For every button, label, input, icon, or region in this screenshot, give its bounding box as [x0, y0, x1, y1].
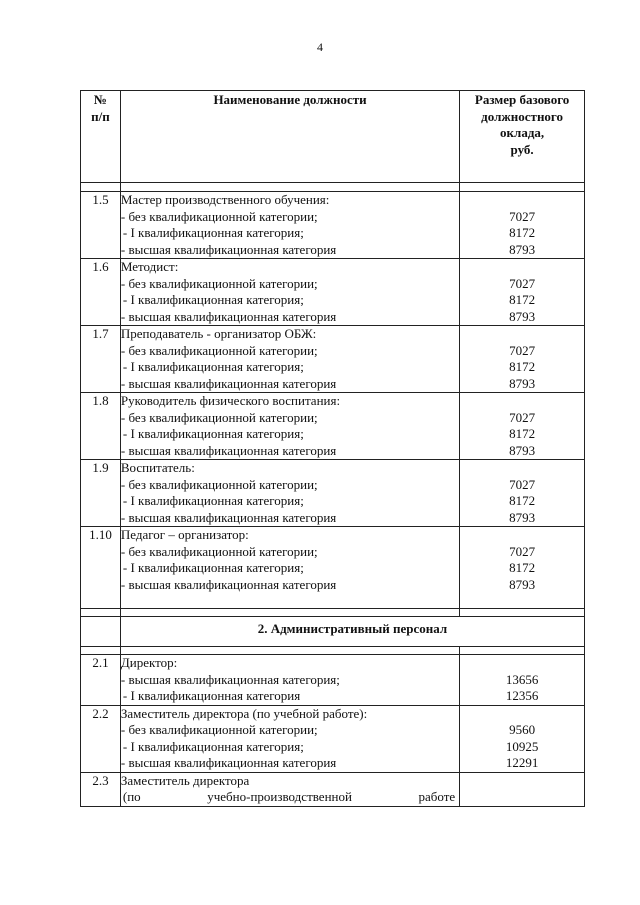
- category-item: - высшая квалификационная категория: [120, 308, 337, 324]
- table-row: [81, 326, 585, 393]
- salary-value: 8793: [509, 241, 536, 257]
- salary-cell: [460, 527, 585, 609]
- position-title: Воспитатель:: [120, 460, 195, 475]
- header-base-salary: Размер базового должностного оклада, руб.: [460, 91, 585, 183]
- salary-value: 7027: [509, 543, 536, 559]
- header-gap-row: [81, 183, 585, 192]
- salary-cell: [460, 705, 585, 772]
- table-row: [81, 393, 585, 460]
- salary-cell: [460, 460, 585, 527]
- section-gap-row: [81, 609, 585, 617]
- table-row: [81, 772, 585, 806]
- table-row: [81, 527, 585, 609]
- position-cell: [120, 460, 459, 527]
- category-item: - без квалификационной категории;: [120, 722, 318, 737]
- salary-value: 7027: [509, 208, 536, 224]
- category-item: - высшая квалификационная категория: [120, 442, 337, 458]
- header-number: № п/п: [81, 91, 121, 183]
- position-title: Заместитель директора (по учебной работе):: [120, 705, 368, 721]
- position-title: Руководитель физического воспитания:: [120, 393, 341, 408]
- position-title: Директор:: [120, 655, 178, 670]
- category-item: - высшая квалификационная категория: [120, 755, 337, 770]
- category-item: - высшая квалификационная категория: [120, 509, 337, 525]
- section-header-row: [81, 617, 585, 647]
- salary-value: 8172: [509, 426, 536, 441]
- category-item: - I квалификационная категория;: [122, 738, 304, 754]
- category-item: - I квалификационная категория: [122, 688, 301, 703]
- section-title-administrative: 2. Административный персонал: [120, 617, 584, 647]
- position-title: Преподаватель - организатор ОБЖ:: [120, 326, 317, 341]
- category-item: - без квалификационной категории;: [120, 476, 318, 492]
- category-item: - без квалификационной категории;: [120, 543, 318, 559]
- category-item: - I квалификационная категория;: [122, 225, 304, 240]
- category-item: - высшая квалификационная категория: [120, 375, 337, 391]
- salary-cell: [460, 772, 585, 806]
- category-item: - без квалификационной категории;: [120, 208, 318, 224]
- salary-cell: [460, 326, 585, 393]
- row-number: 1.9: [81, 460, 121, 527]
- page-number: 4: [317, 40, 323, 54]
- salary-value: 8793: [509, 308, 536, 324]
- salary-value: 13656: [505, 671, 539, 687]
- row-number: 2.2: [81, 705, 121, 772]
- row-number: 2.1: [81, 655, 121, 706]
- salary-value: 8172: [509, 225, 536, 240]
- table-row: [81, 259, 585, 326]
- salary-table: [80, 90, 585, 807]
- row-number: 1.6: [81, 259, 121, 326]
- position-title: Методист:: [120, 259, 179, 274]
- category-item: - I квалификационная категория;: [122, 493, 304, 508]
- category-item: - высшая квалификационная категория: [120, 576, 337, 592]
- category-item: - I квалификационная категория;: [122, 292, 304, 307]
- salary-value: 7027: [509, 275, 536, 291]
- header-position-name: Наименование должности: [120, 91, 459, 183]
- category-item: - I квалификационная категория;: [122, 426, 304, 441]
- category-item: - без квалификационной категории;: [120, 342, 318, 358]
- position-title-continued: (по учебно-производственной работе: [122, 789, 456, 804]
- salary-cell: [460, 655, 585, 706]
- table-header-row: [81, 91, 585, 183]
- section-after-row: [81, 647, 585, 655]
- salary-value: 10925: [505, 738, 539, 754]
- row-number: 1.7: [81, 326, 121, 393]
- table-row: [81, 460, 585, 527]
- position-cell: [120, 772, 459, 806]
- table-row: [81, 655, 585, 706]
- salary-value: 9560: [509, 722, 536, 737]
- position-cell: [120, 192, 459, 259]
- salary-value: 8793: [509, 442, 536, 458]
- salary-value: 7027: [509, 476, 536, 492]
- salary-value: 8172: [509, 359, 536, 374]
- row-number: 1.5: [81, 192, 121, 259]
- salary-value: 8793: [509, 375, 536, 391]
- row-number: 2.3: [81, 772, 121, 806]
- position-cell: [120, 655, 459, 706]
- salary-cell: [460, 259, 585, 326]
- salary-value: 8793: [509, 509, 536, 525]
- salary-value: 8793: [509, 576, 536, 592]
- position-title: Педагог – организатор:: [120, 527, 249, 542]
- salary-cell: [460, 192, 585, 259]
- position-title: Заместитель директора: [120, 772, 250, 788]
- salary-value: 7027: [509, 342, 536, 358]
- position-cell: [120, 705, 459, 772]
- salary-value: 12356: [505, 688, 539, 703]
- row-number: 1.10: [81, 527, 121, 609]
- category-item: - без квалификационной категории;: [120, 275, 318, 291]
- table-row: [81, 705, 585, 772]
- category-item: - I квалификационная категория;: [122, 560, 304, 575]
- position-title: Мастер производственного обучения:: [120, 192, 330, 207]
- salary-value: 8172: [509, 493, 536, 508]
- salary-value: 8172: [509, 292, 536, 307]
- position-cell: [120, 259, 459, 326]
- position-cell: [120, 326, 459, 393]
- salary-value: 7027: [509, 409, 536, 425]
- category-item: - I квалификационная категория;: [122, 359, 304, 374]
- category-item: - высшая квалификационная категория;: [120, 671, 340, 687]
- position-cell: [120, 527, 459, 609]
- table-row: [81, 192, 585, 259]
- salary-value: 12291: [505, 755, 539, 770]
- row-number: 1.8: [81, 393, 121, 460]
- position-cell: [120, 393, 459, 460]
- salary-value: 8172: [509, 560, 536, 575]
- category-item: - без квалификационной категории;: [120, 409, 318, 425]
- salary-cell: [460, 393, 585, 460]
- category-item: - высшая квалификационная категория: [120, 241, 337, 257]
